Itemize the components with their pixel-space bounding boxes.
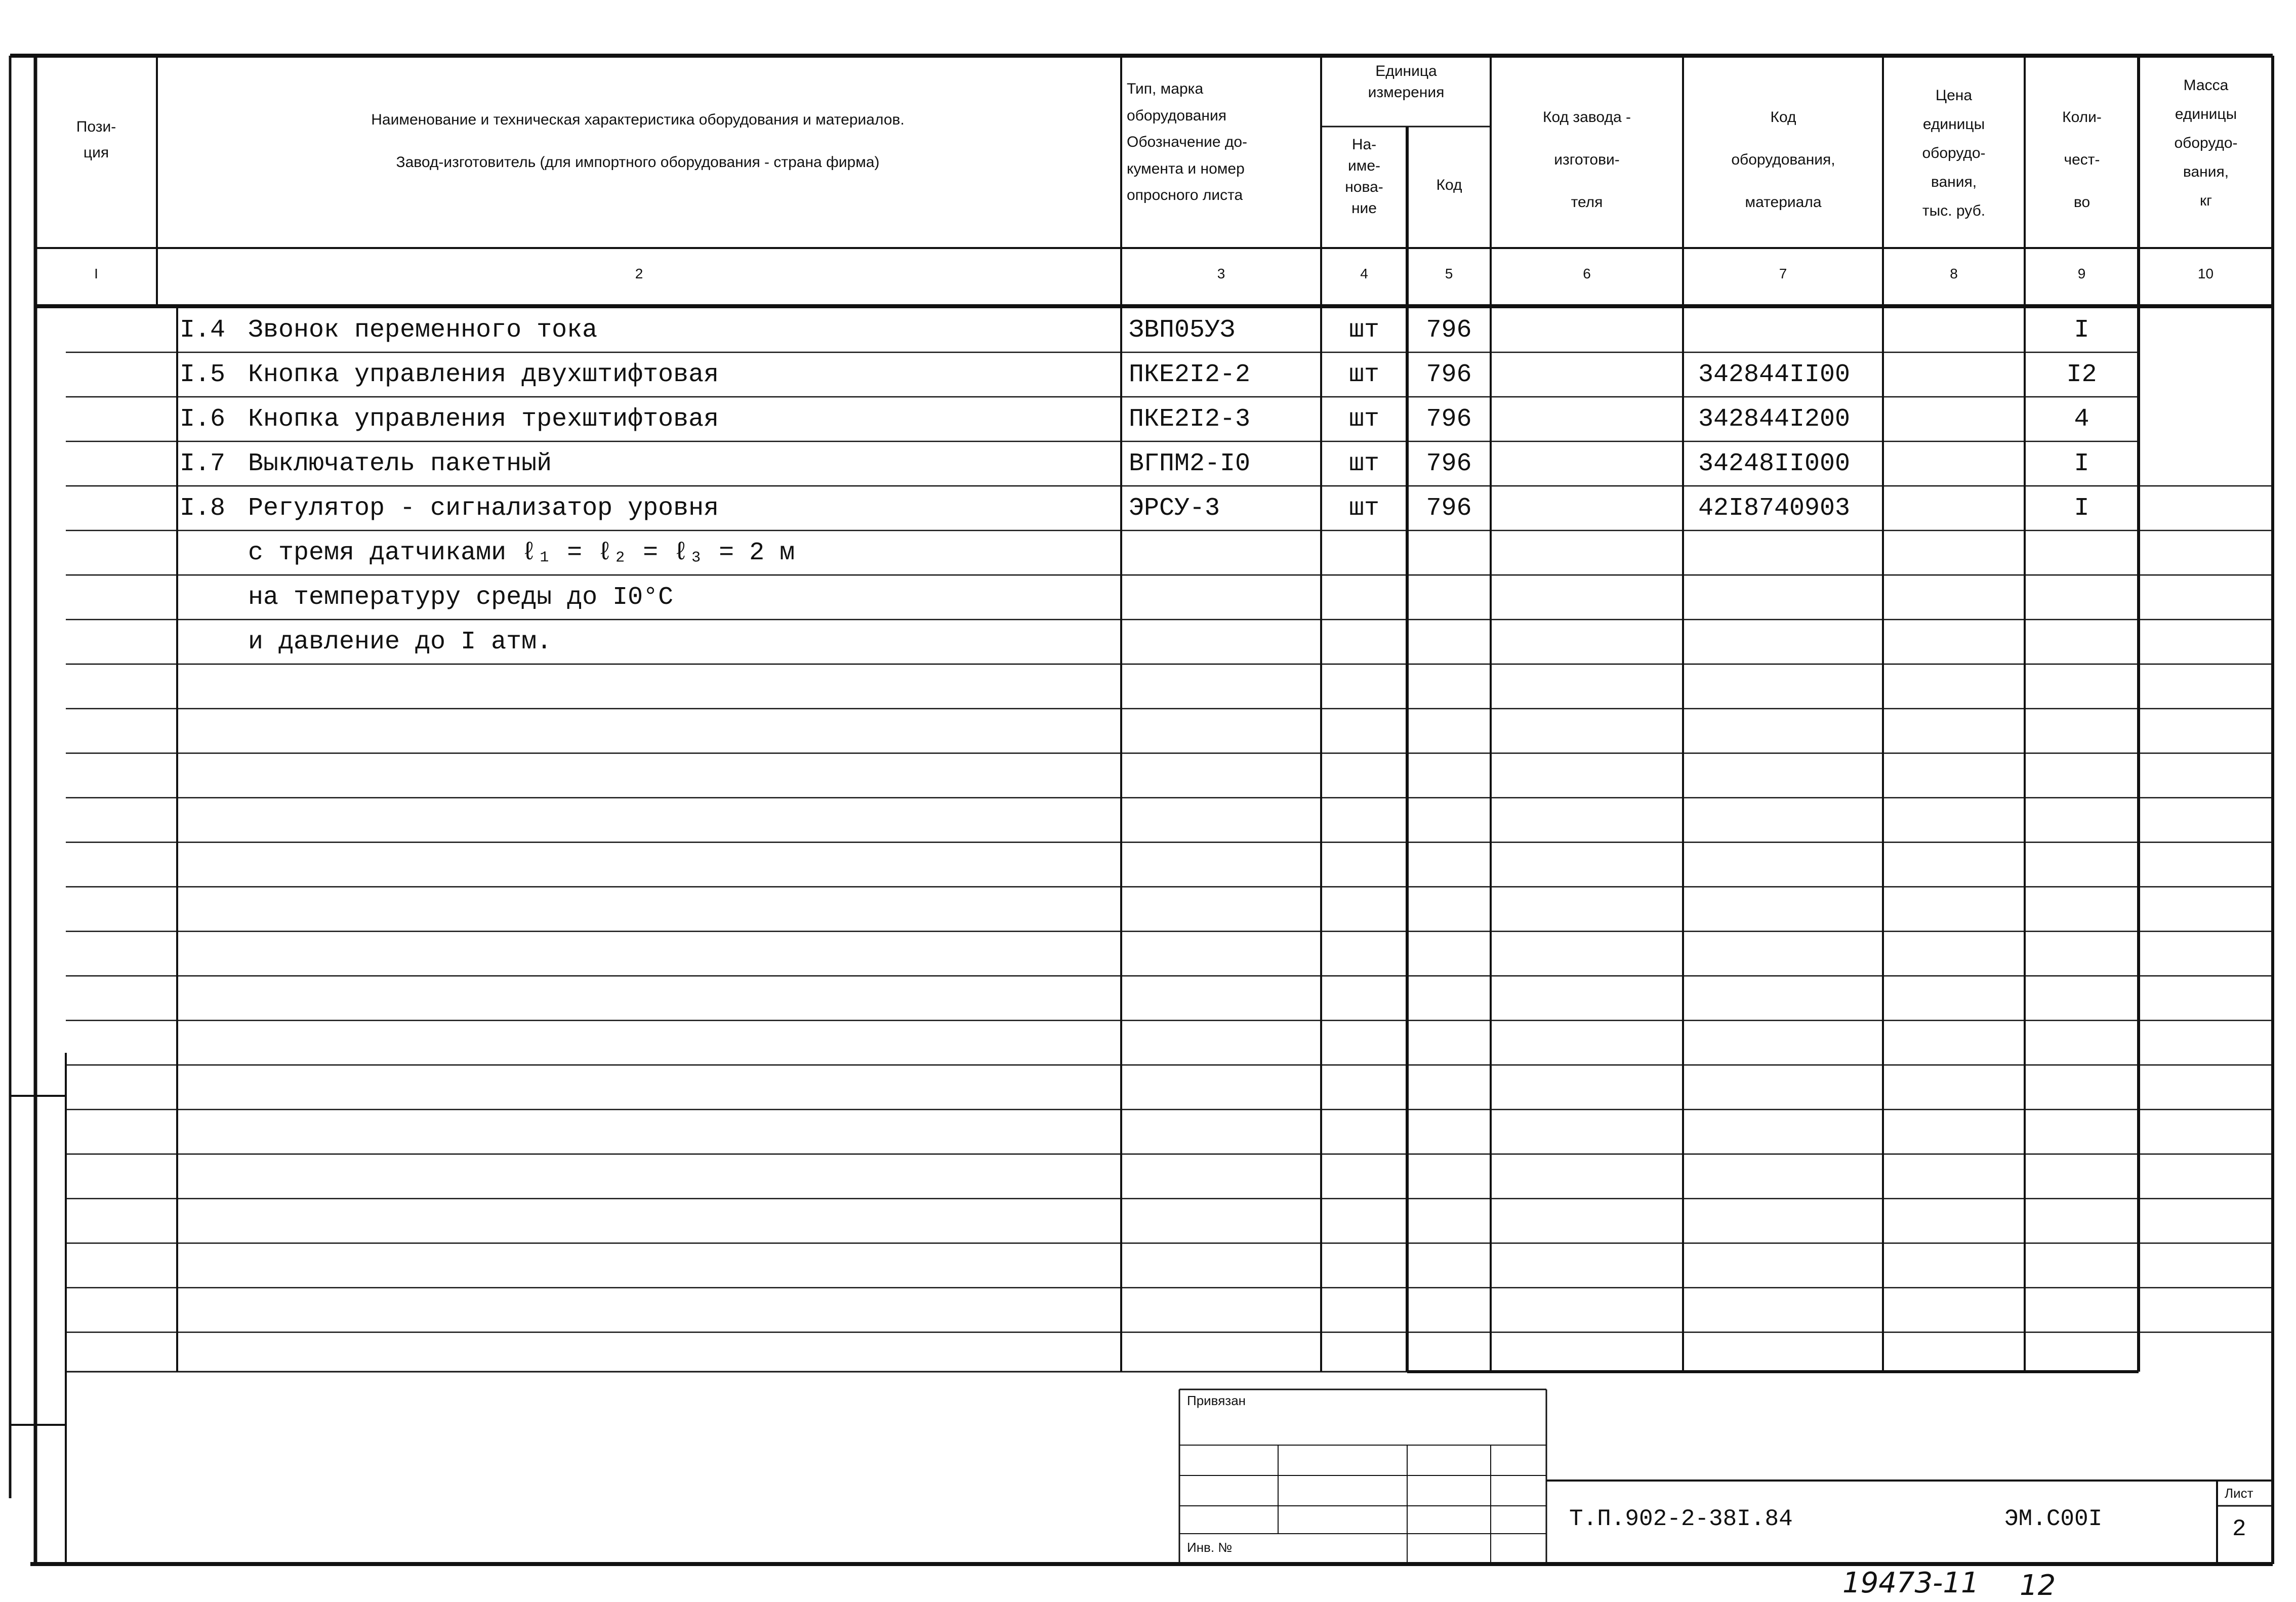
cell-code: 796 xyxy=(1426,316,1472,345)
cell-name: Кнопка управления двухштифтовая xyxy=(248,360,719,389)
header-quantity: Коли- чест- во xyxy=(2062,109,2102,211)
cell-pos: I.4 xyxy=(180,316,226,345)
document-code: ЭМ.С00I xyxy=(2004,1506,2103,1532)
cell-equip-code: 342844I200 xyxy=(1698,405,1851,434)
document-number: Т.П.902-2-38I.84 xyxy=(1569,1506,1793,1532)
column-number: 5 xyxy=(1445,266,1453,281)
cell-unit: шт xyxy=(1348,405,1379,434)
cell-equip-code: 34248II000 xyxy=(1698,449,1851,478)
cell-name: Кнопка управления трехштифтовая xyxy=(248,405,719,434)
cell-type: ЭРСУ-3 xyxy=(1129,494,1220,523)
header-unit-group: Единица измерения xyxy=(1368,63,1445,101)
column-number: 3 xyxy=(1217,266,1225,281)
header-price: Цена единицы оборудо- вания, тыс. руб. xyxy=(1922,87,1986,219)
cell-qty: I2 xyxy=(2066,360,2097,389)
cell-type: ПКЕ2I2-3 xyxy=(1129,405,1251,434)
cell-equip-code: 342844II00 xyxy=(1698,360,1851,389)
cell-name: и давление до I атм. xyxy=(248,628,552,656)
stamp-inventory-label: Инв. № xyxy=(1187,1540,1233,1555)
header-type: Тип, марка оборудования Обозначение до- кумента и номер опросного листа xyxy=(1127,80,1248,203)
column-number: 8 xyxy=(1950,266,1958,281)
header-mass: Масса единицы оборудо- вания, кг xyxy=(2174,77,2238,209)
stamp-linked-label: Привязан xyxy=(1187,1393,1246,1408)
cell-qty: I xyxy=(2074,316,2089,345)
cell-unit: шт xyxy=(1348,360,1379,389)
sheet-label: Лист xyxy=(2225,1486,2253,1501)
column-number: 7 xyxy=(1779,266,1787,281)
cell-name: с тремя датчиками ℓ₁ = ℓ₂ = ℓ₃ = 2 м xyxy=(248,539,795,567)
cell-code: 796 xyxy=(1426,405,1472,434)
cell-unit: шт xyxy=(1348,494,1379,523)
cell-name: на температуру среды до I0°C xyxy=(248,583,674,612)
handwritten-page-number: 12 xyxy=(2020,1569,2056,1602)
column-number: 9 xyxy=(2077,266,2086,281)
header-unit-code: Код xyxy=(1436,177,1462,193)
column-number: 2 xyxy=(635,266,643,281)
cell-name: Выключатель пакетный xyxy=(248,449,552,478)
cell-unit: шт xyxy=(1348,449,1379,478)
cell-qty: I xyxy=(2074,494,2089,523)
cell-qty: 4 xyxy=(2074,405,2089,434)
cell-name: Регулятор - сигнализатор уровня xyxy=(248,494,719,523)
cell-equip-code: 42I8740903 xyxy=(1698,494,1851,523)
column-number: 6 xyxy=(1583,266,1591,281)
cell-qty: I xyxy=(2074,449,2089,478)
header-name: Наименование и техническая характеристика оборудования и материалов. Завод-изготовитель (для импортного оборудования - страна фирма) xyxy=(371,111,905,171)
handwritten-archive-number: 19473-11 xyxy=(1842,1567,1979,1599)
cell-pos: I.8 xyxy=(180,494,226,523)
cell-code: 796 xyxy=(1426,449,1472,478)
cell-type: ВГПМ2-I0 xyxy=(1129,449,1251,478)
cell-type: ЗВП05УЗ xyxy=(1129,316,1236,345)
cell-code: 796 xyxy=(1426,360,1472,389)
header-maker-code: Код завода - изготови- теля xyxy=(1543,109,1631,211)
cell-code: 796 xyxy=(1426,494,1472,523)
header-position: Пози- ция xyxy=(76,118,116,161)
cell-pos: I.5 xyxy=(180,360,226,389)
column-number: I xyxy=(94,266,98,281)
header-equipment-code: Код оборудования, материала xyxy=(1731,109,1835,211)
cell-pos: I.7 xyxy=(180,449,226,478)
cell-unit: шт xyxy=(1348,316,1379,345)
cell-type: ПКЕ2I2-2 xyxy=(1129,360,1251,389)
sheet-number: 2 xyxy=(2232,1516,2246,1542)
column-number: 4 xyxy=(1360,266,1368,281)
column-number: 10 xyxy=(2197,266,2214,281)
cell-pos: I.6 xyxy=(180,405,226,434)
cell-name: Звонок переменного тока xyxy=(248,316,598,345)
header-unit-name: На- име- нова- ние xyxy=(1345,136,1383,217)
